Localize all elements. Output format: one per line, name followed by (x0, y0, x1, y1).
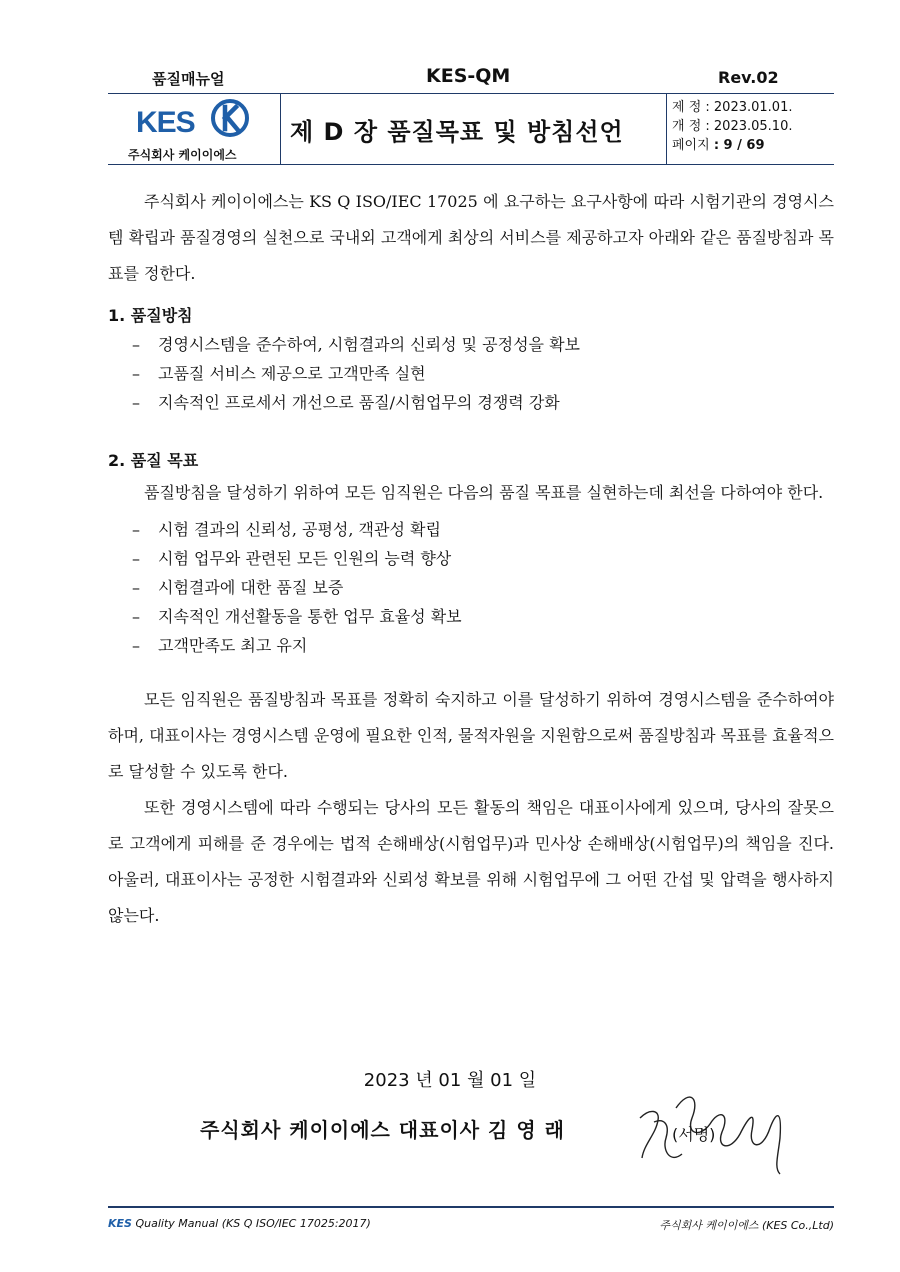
list-item: – 고객만족도 최고 유지 (132, 636, 308, 655)
page-value: : 9 / 69 (713, 138, 765, 153)
kes-logo-mark (210, 98, 250, 138)
list-item: – 경영시스템을 준수하여, 시험결과의 신뢰성 및 공정성을 확보 (132, 335, 581, 354)
footer-manual-text: Quality Manual (KS Q ISO/IEC 17025:2017) (131, 1217, 371, 1230)
meta-page (672, 136, 834, 155)
section2-title: 2. 품질 목표 (108, 451, 199, 470)
signatory-line: 주식회사 케이이에스 대표이사 김 영 래 (200, 1118, 565, 1142)
list-item: – 시험결과에 대한 품질 보증 (132, 578, 344, 597)
header-divider-right (666, 94, 667, 164)
list-item: – 시험 결과의 신뢰성, 공평성, 객관성 확립 (132, 520, 441, 539)
company-name-small: 주식회사 케이이에스 (128, 148, 237, 162)
header-divider-left (280, 94, 281, 164)
document-meta (672, 98, 834, 155)
signature-mark-label: (서명) (672, 1125, 716, 1144)
meta-revised (672, 117, 834, 136)
list-item: – 시험 업무와 관련된 모든 인원의 능력 향상 (132, 549, 452, 568)
title-cell (284, 94, 664, 164)
revised-label: 개 정 (672, 119, 702, 134)
closing-paragraph-1: 모든 임직원은 품질방침과 목표를 정확히 숙지하고 이를 달성하기 위하여 경영시스템을 준수하여야 하며, 대표이사는 경영시스템 운영에 필요한 인적, 물적자원을 지원함으로써 품질방침과 목표를 효율적으로 달성할 수 있도록 한다. (108, 690, 834, 781)
list-item: – 지속적인 개선활동을 통한 업무 효율성 확보 (132, 607, 462, 626)
section2-intro: 품질방침을 달성하기 위하여 모든 임직원은 다음의 품질 목표를 실현하는데 최선을 다하여야 한다. (144, 483, 824, 502)
revision-label: Rev.02 (718, 68, 779, 87)
header-divider-bottom (108, 164, 834, 165)
section1-list (108, 330, 834, 417)
section1-title: 1. 품질방침 (108, 306, 193, 325)
document-body (108, 184, 834, 934)
closing-paragraph-2: 또한 경영시스템에 따라 수행되는 당사의 모든 활동의 책임은 대표이사에게 있으며, 당사의 잘못으로 고객에게 피해를 준 경우에는 법적 손해배상(시험업무)과 민사상 손해배상(시험업무)의 책임을 진다. 아울러, 대표이사는 공정한 시험결과와 신뢰성 확보를 위해 시험업무에 그 어떤 간섭 및 압력을 행사하지 않는다. (108, 798, 834, 925)
header-top-row (108, 64, 834, 92)
footer-company: 주식회사 케이이에스 (KES Co.,Ltd) (659, 1219, 834, 1232)
section2-list (108, 515, 834, 660)
list-item: – 고품질 서비스 제공으로 고객만족 실현 (132, 364, 426, 383)
manual-label: 품질매뉴얼 (152, 70, 225, 88)
revised-value: : 2023.05.10. (705, 119, 793, 134)
doc-code: KES-QM (426, 65, 511, 87)
intro-paragraph: 주식회사 케이이에스는 KS Q ISO/IEC 17025 에 요구하는 요구사항에 따라 시험기관의 경영시스템 확립과 품질경영의 실천으로 국내외 고객에게 최상의 서비스를 제공하고자 아래와 같은 품질방침과 목표를 정한다. (108, 192, 834, 283)
logo-cell (108, 94, 278, 164)
footer-divider (108, 1206, 834, 1208)
kes-logo-text: KES (136, 106, 195, 139)
list-item: – 지속적인 프로세서 개선으로 품질/시험업무의 경쟁력 강화 (132, 393, 560, 412)
footer-kes: KES (108, 1217, 132, 1230)
established-label: 제 정 (672, 100, 702, 115)
meta-established (672, 98, 834, 117)
page-label: 페이지 (672, 138, 710, 153)
established-value: : 2023.01.01. (705, 100, 793, 115)
header-box (108, 94, 834, 164)
declaration-date: 2023 년 01 월 01 일 (363, 1070, 537, 1091)
footer-manual-title (108, 1217, 371, 1230)
chapter-title: 제 D 장 품질목표 및 방침선언 (290, 118, 624, 146)
